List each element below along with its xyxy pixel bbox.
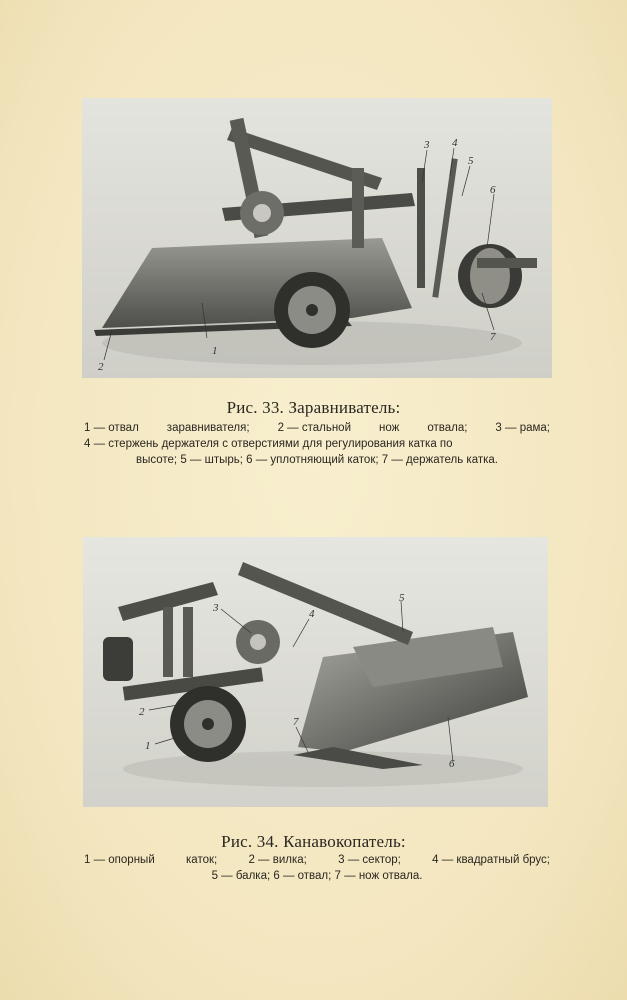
fig34-callout-3: 3 [213, 602, 219, 614]
legend-line: 4 — стержень держателя с отверстиями для регулирования катка по [84, 438, 453, 450]
fig33-callout-3: 3 [424, 139, 430, 151]
figure-34-legend [84, 852, 550, 884]
fig33-callout-2: 2 [98, 361, 104, 373]
fig34-callout-4: 4 [309, 608, 315, 620]
fig33-callout-7: 7 [490, 331, 496, 343]
fig34-callout-1: 1 [145, 740, 151, 752]
legend-line: 1 — опорный каток; 2 — вилка; 3 — сектор; 4 — квадратный брус; [84, 854, 550, 866]
figure-33-photo [82, 98, 552, 378]
figure-33-caption: Рис. 33. Заравниватель: [226, 398, 401, 417]
legend-line: 1 — отвал заравнивателя; 2 — стальной нож отвала; 3 — рама; [84, 422, 550, 434]
fig33-callout-6: 6 [490, 184, 496, 196]
fig34-callout-2: 2 [139, 706, 145, 718]
figure-33-legend [84, 420, 550, 468]
fig33-callout-5: 5 [468, 155, 474, 167]
figure-34-caption: Рис. 34. Канавокопатель: [221, 832, 406, 851]
fig33-callout-4: 4 [452, 137, 458, 149]
legend-line: 5 — балка; 6 — отвал; 7 — нож отвала. [211, 870, 423, 882]
legend-line: высоте; 5 — штырь; 6 — уплотняющий каток; 7 — держатель катка. [136, 454, 498, 466]
fig34-callout-5: 5 [399, 592, 405, 604]
fig34-callout-6: 6 [449, 758, 455, 770]
figure-34-photo [83, 537, 548, 807]
fig34-callout-7: 7 [293, 716, 299, 728]
fig33-callout-1: 1 [212, 345, 218, 357]
